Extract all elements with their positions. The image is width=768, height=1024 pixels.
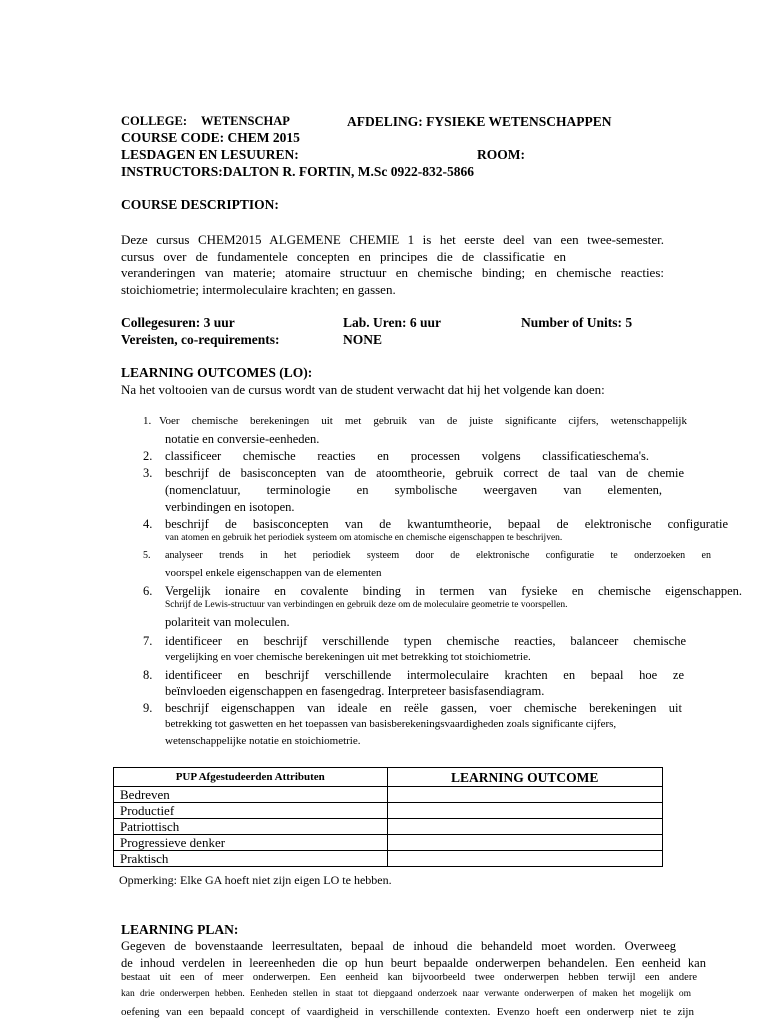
- outcome-text: beïnvloeden eigenschappen en fasengedrag. Interpreteer basisfasendiagram.: [165, 684, 545, 698]
- table-row: [114, 819, 663, 835]
- description-line: stoichiometrie; intermoleculaire krachten; en gassen.: [121, 282, 396, 297]
- outcome-cell: [387, 787, 663, 803]
- lab-hours: Lab. Uren: 6 uur: [343, 315, 442, 330]
- attribute-cell: Progressieve denker: [114, 835, 388, 851]
- table-note: Opmerking: Elke GA hoeft niet zijn eigen LO te hebben.: [119, 873, 392, 887]
- table-row: [114, 803, 663, 819]
- outcome-text: analyseer trends in het periodiek systeem door de elektronische configuratie te onderzoeken en: [165, 550, 711, 561]
- table-row: [114, 787, 663, 803]
- attribute-cell: Patriottisch: [114, 819, 388, 835]
- outcome-text: notatie en conversie-eenheden.: [165, 432, 320, 446]
- outcomes-intro: Na het voltooien van de cursus wordt van de student verwacht dat hij het volgende kan doen:: [121, 382, 605, 397]
- outcome-cell: [387, 851, 663, 867]
- description-line: cursus over de fundamentele concepten en principes die de classificatie en: [121, 249, 566, 264]
- prerequisites-label: Vereisten, co-requirements:: [121, 332, 280, 347]
- outcome-text: verbindingen en isotopen.: [165, 500, 295, 514]
- table-header-learning-outcome: LEARNING OUTCOME: [387, 768, 663, 787]
- outcome-number: 9.: [143, 701, 153, 715]
- schedule-label: LESDAGEN EN LESUUREN:: [121, 147, 299, 162]
- outcome-cell: [387, 803, 663, 819]
- outcome-text: Voer chemische berekeningen uit met gebruik van de juiste significante cijfers, wetenschappelijk: [159, 415, 687, 427]
- prerequisites-value: NONE: [343, 332, 383, 347]
- table-header-attributes: PUP Afgestudeerden Attributen: [114, 768, 388, 787]
- outcome-text: voorspel enkele eigenschappen van de elementen: [165, 567, 382, 579]
- outcome-text: identificeer en beschrijf verschillende typen chemische reacties, balanceer chemische: [165, 634, 686, 648]
- outcome-cell: [387, 819, 663, 835]
- outcome-number: 7.: [143, 634, 153, 648]
- plan-line: oefening van een bepaald concept of vaardigheid in verschillende contexten. Evenzo hoeft een onderwerp niet te zijn: [121, 1006, 694, 1018]
- attribute-cell: Praktisch: [114, 851, 388, 867]
- description-line: Deze cursus CHEM2015 ALGEMENE CHEMIE 1 is het eerste deel van een twee-semester.: [121, 232, 664, 247]
- outcome-text: beschrijf de basisconcepten van de atoomtheorie, gebruik correct de taal van de chemie: [165, 466, 684, 480]
- description-line: veranderingen van materie; atomaire structuur en chemische binding; en chemische reacties:: [121, 265, 664, 280]
- outcome-number: 3.: [143, 466, 153, 480]
- plan-line: de inhoud verdelen in leereenheden die op hun beurt bepaalde onderwerpen behandelen. Een eenheid kan: [121, 956, 706, 970]
- plan-line: bestaat uit een of meer onderwerpen. Een eenheid kan bijvoorbeeld twee onderwerpen hebben terwijl een andere: [121, 972, 697, 983]
- plan-heading: LEARNING PLAN:: [121, 922, 239, 937]
- outcomes-heading: LEARNING OUTCOMES (LO):: [121, 365, 313, 380]
- outcome-text: Schrijf de Lewis-structuur van verbindingen en gebruik deze om de moleculaire geometrie te voorspellen.: [165, 600, 568, 610]
- outcome-cell: [387, 835, 663, 851]
- outcome-text: wetenschappelijke notatie en stoichiometrie.: [165, 735, 361, 747]
- lecture-hours: Collegesuren: 3 uur: [121, 315, 235, 330]
- attribute-cell: Productief: [114, 803, 388, 819]
- plan-line: Gegeven de bovenstaande leerresultaten, bepaal de inhoud die behandeld moet worden. Overweeg: [121, 939, 676, 953]
- room-label: ROOM:: [477, 147, 525, 162]
- attribute-cell: Bedreven: [114, 787, 388, 803]
- outcome-text: identificeer en beschrijf verschillende intermoleculaire krachten en bepaal hoe ze: [165, 668, 684, 682]
- outcome-number: 5.: [143, 550, 151, 561]
- table-header-row: [114, 768, 663, 787]
- outcome-number: 6.: [143, 584, 153, 598]
- outcome-text: beschrijf de basisconcepten van de kwantumtheorie, bepaal de elektronische configuratie: [165, 517, 728, 531]
- college-label: COLLEGE:: [121, 114, 187, 128]
- outcome-text: polariteit van moleculen.: [165, 615, 290, 629]
- outcome-text: (nomenclatuur, terminologie en symbolische weergaven van elementen,: [165, 483, 662, 497]
- college-value: WETENSCHAP: [201, 114, 290, 128]
- description-heading: COURSE DESCRIPTION:: [121, 197, 279, 212]
- outcome-text: betrekking tot gaswetten en het toepassen van basisberekeningsvaardigheden zoals significante cijfers,: [165, 718, 617, 730]
- outcome-text: van atomen en gebruik het periodiek systeem om atomische en chemische eigenschappen te beschrijven.: [165, 533, 563, 543]
- outcome-number: 2.: [143, 449, 153, 463]
- course-code: COURSE CODE: CHEM 2015: [121, 130, 300, 145]
- outcome-number: 1.: [143, 415, 152, 427]
- plan-line: kan drie onderwerpen hebben. Eenheden stellen in staat tot diepgaand onderzoek naar verwante onderwerpen of maken het mogelijk om: [121, 989, 691, 999]
- outcome-text: classificeer chemische reacties en processen volgens classificatieschema's.: [165, 449, 649, 463]
- department: AFDELING: FYSIEKE WETENSCHAPPEN: [347, 114, 612, 129]
- table-row: [114, 835, 663, 851]
- graduate-attributes-table: [113, 767, 663, 867]
- instructors: INSTRUCTORS:DALTON R. FORTIN, M.Sc 0922-832-5866: [121, 164, 474, 179]
- outcome-number: 8.: [143, 668, 153, 682]
- outcome-text: Vergelijk ionaire en covalente binding in termen van fysieke en chemische eigenschappen.: [165, 584, 742, 598]
- outcome-number: 4.: [143, 517, 153, 531]
- number-of-units: Number of Units: 5: [521, 315, 633, 330]
- table-row: [114, 851, 663, 867]
- outcome-text: beschrijf eigenschappen van ideale en reële gassen, voer chemische berekeningen uit: [165, 701, 682, 715]
- outcome-text: vergelijking en voer chemische berekeningen uit met betrekking tot stoichiometrie.: [165, 651, 531, 663]
